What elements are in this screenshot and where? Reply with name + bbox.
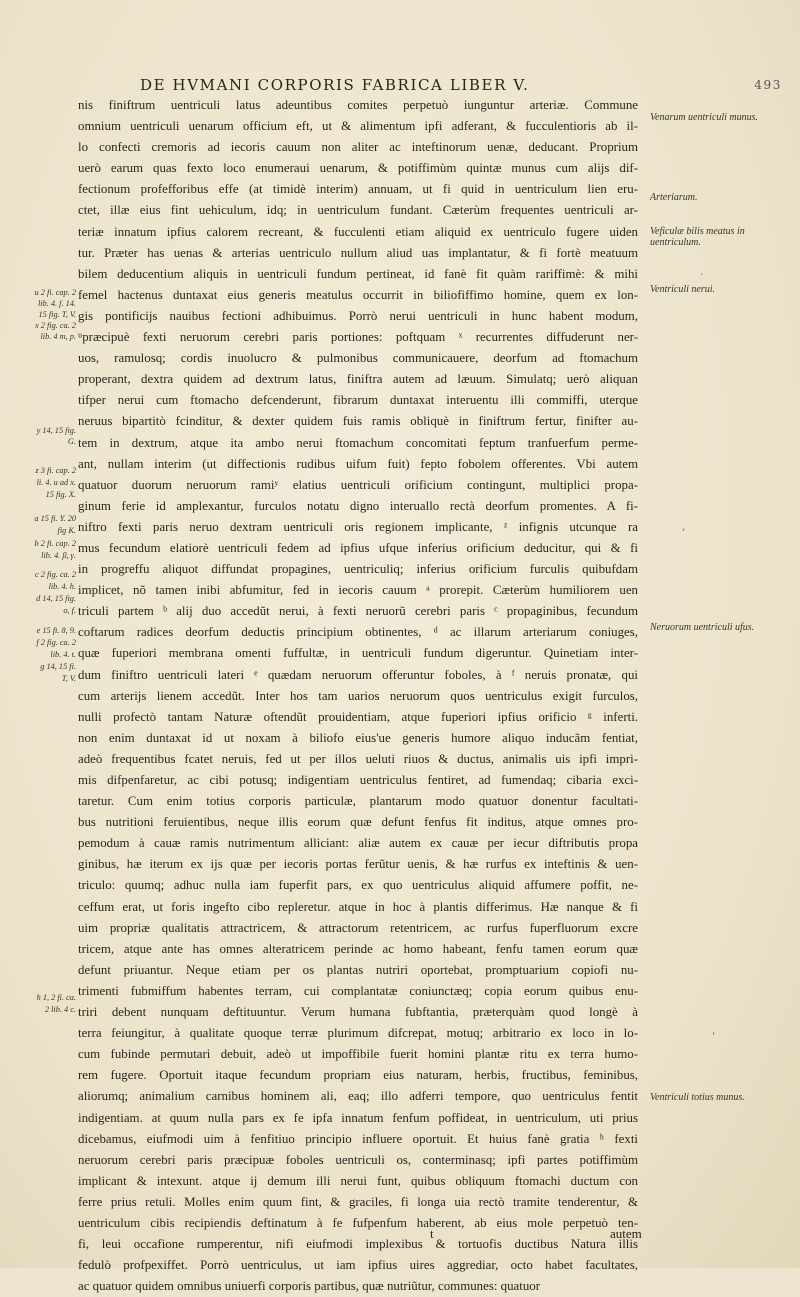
text-line: omnium uentriculi uenarum officium eft, ut & alimentum ipfi adferant, & fucculentioris ab il-: [78, 119, 638, 134]
text-line: ac quatuor quidem omnibus uniuerfi corporis partibus, quæ nutriũtur, communes: quatuor: [78, 1279, 541, 1294]
left-margin-note: y 14, 15 fig.: [36, 426, 76, 435]
text-line: uos, ramulosq; cordis inuolucro & pulmonibus communicauere, deorfum ad ftomachum: [78, 351, 638, 366]
text-line: properant, dextra quidem ad dextrum latus, finiftra autem ad læuum. Simulatq; uerò aliquan: [78, 372, 638, 387]
left-margin-note: z 3 fi. cap. 2: [35, 466, 76, 475]
text-line: ferre prius retuli. Molles enim quum fint, & graciles, fi longa uia rectò tramite tenderentur, &: [78, 1194, 638, 1209]
left-margin-note: G.: [67, 437, 76, 446]
left-margin-note: h 1, 2 fi. ca.: [36, 993, 76, 1002]
text-line: tricem, atque ante has omnes alteratricem perinde ac homo habeant, fenfu tamen eorum quæ: [78, 941, 638, 956]
text-line: cum arterijs lienem accedũt. Inter hos tam uarios neruorum quos uentriculus exigit furculos,: [78, 688, 638, 703]
text-line: dicebamus, eiufmodi uim à fenfitiuo principio influere oportuit. Et huius fanè gratia ʰ fexti: [78, 1131, 638, 1146]
text-line: quatuor duorum neruorum ramiʸ elatius uentriculi orificium contingunt, multiplici propa-: [78, 477, 638, 492]
text-line: lo confecti cremoris ad iecoris cauum non aliter ac inteftinorum uenæ, deducant. Proprium: [78, 140, 638, 155]
text-line: neruus bipartitò fcinditur, & dexter quidem fuis ramis obliquè in finiftrum fertur, finifter au-: [78, 414, 638, 429]
left-margin-note: li. 4. u ad x.: [36, 478, 76, 487]
left-margin-note: g 14, 15 fi.: [40, 662, 76, 671]
text-line: non enim duntaxat id ut noxam à biliofo eius'ue generis humore aliquo inducãm fentiat,: [78, 730, 638, 745]
text-line: in progreffu aliquot diffundat propagines, uentriculiq; inferius orificium furculis quibufdam: [78, 562, 638, 577]
text-line: trimenti fubmiffum habentes terram, cui complantatæ coniunctæq; copia eorum quibus enu-: [78, 983, 638, 998]
left-margin-note: f 2 fig. ca. 2: [36, 638, 76, 647]
left-margin-note: fig K.: [57, 526, 76, 535]
text-line: mis difpenfaretur, ac cibi potusq; indigentiam uentriculus fentiret, ad fumendaq; cibaria exci-: [78, 773, 638, 787]
left-margin-note: lib. 4. t.: [50, 650, 76, 659]
left-margin-note: T, V.: [61, 674, 76, 683]
text-line: niftro fexti paris neruo dextram uentriculi oris regionem implicante, ᶻ infignis utcunque ra: [78, 519, 638, 534]
text-line: uentriculum cibis recipiendis deftinatum à fe fufpenfum haberent, ab eius mole perpetuò ten-: [78, 1215, 638, 1230]
ink-mark: ,: [682, 520, 686, 533]
running-title: DE HVMANI CORPORIS FABRICA LIBER V.: [140, 76, 530, 94]
text-line: implicet, nõ tamen inibi abfumitur, fed in iecoris cauum ᵃ prorepit. Cæterùm humiliorem uen: [78, 583, 638, 598]
text-line: adeò frequentibus fcatet neruis, fed ut per illos ueluti riuos & ductus, animalis uis ipfi impri-: [78, 751, 638, 766]
text-line: quæ fuperiori membrana omenti fuffultæ, in uentriculi fundum digeruntur. Quinetiam inter-: [78, 646, 638, 661]
text-line: tem in dextrum, atque ita ambo nerui ftomachum concomitati feptum tranfuerfum perme-: [78, 435, 638, 450]
text-line: rem fugere. Oportuit itaque fecundum propriam eius naturam, herbis, fructibus, feminibus,: [78, 1068, 638, 1083]
main-text-block: [78, 95, 638, 1297]
text-line: ginum ferie id amplexantur, furculos notatu digno interuallo rectà deorfum promentes. A fi-: [78, 498, 638, 513]
left-margin-note: 2 lib. 4 c.: [44, 1005, 76, 1014]
text-line: fedulò profpexiffet. Porrò uentriculus, ut iam ipfius uires aggrediar, octo habet facultates,: [78, 1258, 638, 1273]
text-line: defunt priuantur. Neque etiam per os plantas nutriri oportebat, promptuarium copiofi nu-: [78, 962, 638, 977]
text-line: triculi partem ᵇ alij duo accedũt nerui, à fexti neruorũ cerebri paris ᶜ propaginibus, fecundum: [78, 604, 638, 619]
running-header: [140, 76, 782, 94]
catchword: autem: [610, 1226, 642, 1241]
text-line: gis pontificijs nauibus fectioni adhibuimus. Porrò nerui uentriculi in hunc habent modum,: [78, 308, 638, 323]
left-margin-note: x 2 fig. ca. 2: [34, 321, 76, 330]
text-line: ant, nullam interim (ut diffectionis rudibus uifum fuit) fepto fobolem offerentes. Vbi autem: [78, 456, 638, 471]
left-margin-note: lib. 4. β, γ.: [41, 551, 76, 560]
left-margin-note: c 2 fig. ca. 2: [34, 570, 76, 579]
folio-number: 493: [754, 78, 782, 92]
text-line: bilem deducentium aliquis in uentriculi fundum pertineat, id fanè fit quàm rariffimè: & mihi: [78, 266, 638, 281]
text-line: fectionum profefforibus effe (at timidè interim) annuam, ut fi quid in uentriculum lien eru-: [78, 182, 638, 197]
left-margin-note: 15 fig. T, V.: [38, 310, 76, 319]
text-line: pemodum à cauæ ramis nutrimentum alliciant: aliæ autem ex cauæ per iecur diftributis propa: [78, 836, 638, 851]
left-margin-note: lib. 4. f. 14.: [37, 299, 76, 308]
text-line: taretur. Cum enim totius corporis particulæ, plantarum modo quatuor donentur facultati-: [78, 794, 638, 809]
text-line: dum finiftro uentriculi lateri ᵉ quædam neruorum offeruntur foboles, à ᶠ neruis pronatæ, qui: [78, 667, 638, 682]
text-line: tur. Præter has uenas & arterias uentriculo nullum aliud uas implantatur, & fi fortè meatuum: [78, 245, 638, 260]
text-line: femel hactenus duntaxat eius generis meatulus occurrit in biliofiffimo homine, quem ex lon-: [78, 287, 638, 302]
signature-mark: t: [430, 1226, 434, 1241]
ink-mark: ': [712, 1030, 716, 1043]
ink-mark: ·: [700, 268, 704, 281]
text-line: ctet, illæ eius fint uehiculum, idq; in uentriculum fundant. Cæterùm frequentes uentriculi ar-: [78, 203, 638, 218]
text-line: ginibus, hæ iterum ex ijs quæ per iecoris portas ferũtur uenis, & hæ rurfus ex inteftinis & uen-: [78, 857, 638, 872]
left-margin-note: u 2 fi. cap. 2: [34, 288, 76, 297]
text-line: teriæ innatum ipfius calorem recreant, & fucculenti etiam aliquid ex uentriculo fugere uiden: [78, 224, 638, 239]
text-line: tifper nerui cum ftomacho defcenderunt, fibrarum duntaxat interuentu illi commiffi, uterque: [78, 393, 638, 408]
text-line: aliorumq; animalium carnibus hominem ali, eaq; illo adferri tempore, quo uentriculus fentit: [78, 1089, 638, 1104]
text-line: nulli profectò tantam Naturæ oftendũt prouidentiam, atque fuperiori ipfius orificio ᵍ inferti.: [78, 709, 638, 724]
right-margin-note: Venarum uentriculi munus.: [650, 112, 759, 123]
left-margin-note: e 15 fi. 8, 9.: [36, 626, 76, 635]
text-line: uim propriæ qualitatis attractricem, & attractorum retentricem, ac rurfus fuperfluorum excre: [78, 920, 638, 935]
text-line: indigentiam. at quum nulla pars ex fe ipfa innatum fenfum poffideat, in uentriculum, uti prius: [78, 1110, 638, 1125]
left-margin-note: d 14, 15 fig.: [36, 594, 76, 603]
text-line: triculo: quumq; adhuc nulla iam fuperfit pars, ex quo uentriculus aliquid affumere poffit, ne-: [78, 878, 638, 893]
text-line: mus fecundum elatiorè uentriculi fedem ad ipfius ufque inferius orificium deducitur, qui & fi: [78, 540, 638, 555]
text-line: uerò earum quas fexto loco enumeraui uenarum, & potiffimùm quintæ munus cum alijs dif-: [78, 161, 638, 176]
right-margin-note: Arteriarum.: [650, 192, 698, 203]
right-margin-note: Ventriculi nerui.: [650, 284, 715, 295]
text-line: nis finiftrum uentriculi latus adeuntibus comites perpetuò iunguntur arteriæ. Commune: [78, 98, 638, 112]
text-line: triri debent nunquam deftituuntur. Verum humana fubftantia, præterquàm quod longè à: [78, 1005, 638, 1020]
left-margin-note: 15 fig. X.: [45, 490, 76, 499]
left-margin-note: o, f.: [63, 606, 76, 615]
text-line: fi, leui occafione rumperentur, nifi eiufmodi implexibus & tortuofis ductibus Natura illis: [78, 1237, 638, 1252]
left-margin-note: b 2 fi. cap. 2: [34, 539, 76, 548]
right-margin-note: Veficulæ bilis meatus in uentriculum.: [650, 226, 745, 248]
text-line: coftarum radices deorfum deductis principium obtinentes, ᵈ ac illarum arteriarum coniuges,: [78, 625, 638, 640]
text-line: bus nutritioni feruientibus, neque illis eorum quæ defunt fenfus fit inditus, atque omnes pro-: [78, 815, 638, 830]
text-line: ceffum erat, ut foris ingefto cibo repleretur. atque in hoc à plantis differimus. Hæ nanque & fi: [78, 899, 638, 914]
text-line: implicant & intexunt. atque ij demum illi nerui funt, quibus obliquum ftomachi ductum con: [78, 1173, 638, 1188]
text-line: ᵘpræcipuè fexti neruorum cerebri paris portiones: poftquam ˣ recurrentes diffuderunt ner-: [78, 330, 638, 345]
left-margin-note: lib. 4. h.: [48, 582, 76, 591]
left-margin-note: a 15 fi. Y. 20: [34, 514, 76, 523]
text-line: neruorum cerebri paris præcipuæ foboles uentriculi os, conterminasq; ipfi partes potiffimùm: [78, 1152, 638, 1167]
text-line: terra feiungitur, à qualitate quoque terræ plurimum difcrepat, motuq; arbitrario ex loco in lo-: [78, 1026, 638, 1041]
left-margin-note: lib. 4 m, p.: [40, 332, 76, 341]
right-margin-note: Neruorum uentriculi ufus.: [650, 622, 755, 633]
right-margin-note: Ventriculi totius munus.: [650, 1092, 745, 1103]
text-line: cum fubinde permutari debuit, adeò ut impoffibile fuerit homini plantæ ritu ex terra humo-: [78, 1047, 638, 1062]
